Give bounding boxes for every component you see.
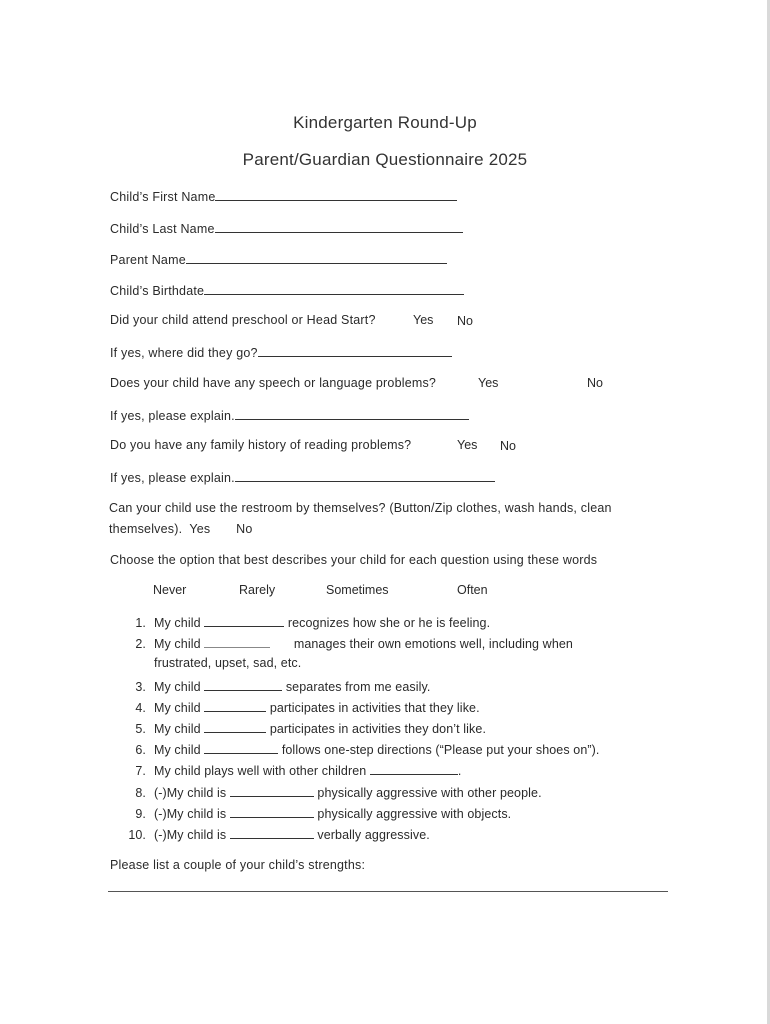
item-number: 7.: [135, 764, 146, 778]
option-rarely: Rarely: [239, 583, 276, 597]
preschool-yes-option[interactable]: Yes: [413, 313, 434, 327]
item-suffix: verbally aggressive.: [317, 828, 430, 842]
item-number: 8.: [135, 786, 146, 800]
speech-yes-option[interactable]: Yes: [478, 376, 499, 390]
choose-instruction: Choose the option that best describes your child for each question using these words: [110, 553, 598, 567]
item-number: 10.: [128, 828, 146, 842]
item-prefix: My child: [154, 616, 201, 630]
birthdate-field[interactable]: [204, 282, 464, 295]
reading-explain-field[interactable]: [235, 469, 495, 482]
restroom-question-block: [109, 498, 669, 540]
reading-explain-row: [110, 469, 495, 485]
item-suffix: manages their own emotions well, including when: [293, 637, 573, 651]
reading-explain-label: If yes, please explain.: [110, 471, 235, 485]
speech-no-option[interactable]: No: [587, 376, 603, 390]
list-item: [104, 720, 486, 736]
list-item: [104, 635, 573, 651]
last-name-field[interactable]: [215, 220, 463, 233]
item-prefix: My child: [154, 722, 201, 736]
item-answer-field[interactable]: [204, 614, 284, 627]
strengths-prompt: Please list a couple of your child’s strengths:: [110, 858, 366, 872]
item-number: 6.: [135, 743, 146, 757]
item-prefix: (-)My child is: [154, 828, 227, 842]
preschool-where-field[interactable]: [258, 344, 452, 357]
list-item: [104, 678, 431, 694]
item-prefix: My child: [154, 701, 201, 715]
page-title: Kindergarten Round-Up: [293, 113, 477, 132]
item-number: 4.: [135, 701, 146, 715]
item-answer-field[interactable]: [204, 720, 266, 733]
reading-yes-option[interactable]: Yes: [457, 438, 478, 452]
item-prefix: My child: [154, 743, 201, 757]
item-answer-field[interactable]: [204, 699, 266, 712]
parent-name-field[interactable]: [186, 251, 447, 264]
item-answer-field[interactable]: [230, 826, 314, 839]
item-number: 2.: [135, 637, 146, 651]
list-item: [104, 762, 461, 778]
item-number: 9.: [135, 807, 146, 821]
item-prefix: (-)My child is: [154, 807, 227, 821]
speech-explain-label: If yes, please explain.: [110, 409, 235, 423]
item-suffix: physically aggressive with other people.: [317, 786, 542, 800]
item-suffix: frustrated, upset, sad, etc.: [154, 656, 302, 670]
item-prefix: My child: [154, 637, 201, 651]
item-prefix: My child: [154, 680, 201, 694]
item-suffix: participates in activities that they like.: [269, 701, 480, 715]
list-item: [104, 784, 542, 800]
preschool-no-option[interactable]: No: [457, 314, 473, 328]
option-never: Never: [153, 583, 187, 597]
list-item: [104, 699, 480, 715]
speech-question: Does your child have any speech or language problems?: [110, 376, 437, 390]
item-answer-field[interactable]: [230, 805, 314, 818]
item-prefix: (-)My child is: [154, 786, 227, 800]
first-name-field[interactable]: [215, 188, 457, 201]
preschool-where-label: If yes, where did they go?: [110, 346, 258, 360]
reading-no-option[interactable]: No: [500, 439, 516, 453]
last-name-label: Child’s Last Name: [110, 222, 215, 236]
list-item-continuation: [104, 656, 301, 670]
parent-name-row: [110, 251, 447, 267]
first-name-row: [110, 188, 457, 204]
item-answer-field[interactable]: [230, 784, 314, 797]
restroom-yes-option[interactable]: Yes: [189, 522, 211, 536]
option-often: Often: [457, 583, 488, 597]
item-answer-field[interactable]: [204, 741, 278, 754]
item-number: 5.: [135, 722, 146, 736]
restroom-no-option[interactable]: No: [236, 522, 253, 536]
list-item: [104, 614, 490, 630]
item-number: 1.: [135, 616, 146, 630]
item-answer-field[interactable]: [370, 762, 458, 775]
item-suffix: follows one-step directions (“Please put your shoes on”).: [281, 743, 600, 757]
item-suffix: participates in activities they don’t like.: [269, 722, 487, 736]
preschool-question: Did your child attend preschool or Head Start?: [110, 313, 376, 327]
speech-explain-field[interactable]: [235, 407, 469, 420]
item-prefix: My child plays well with other children: [154, 764, 367, 778]
item-number: 3.: [135, 680, 146, 694]
speech-explain-row: [110, 407, 469, 423]
birthdate-label: Child’s Birthdate: [110, 284, 205, 298]
reading-question: Do you have any family history of reading problems?: [110, 438, 412, 452]
preschool-where-row: [110, 344, 452, 360]
list-item: [104, 741, 599, 757]
item-suffix: .: [457, 764, 462, 778]
item-answer-field[interactable]: [204, 635, 270, 648]
first-name-label: Child’s First Name: [110, 190, 216, 204]
parent-name-label: Parent Name: [110, 253, 186, 267]
strengths-answer-line[interactable]: [108, 891, 668, 892]
item-suffix: recognizes how she or he is feeling.: [287, 616, 491, 630]
list-item: [104, 826, 430, 842]
item-suffix: physically aggressive with objects.: [317, 807, 512, 821]
item-suffix: separates from me easily.: [285, 680, 431, 694]
page-subtitle: Parent/Guardian Questionnaire 2025: [242, 150, 528, 169]
item-answer-field[interactable]: [204, 678, 282, 691]
restroom-question: Can your child use the restroom by themselves? (Button/Zip clothes, wash hands, clean themselves).: [109, 501, 612, 536]
birthdate-row: [110, 282, 464, 298]
option-sometimes: Sometimes: [326, 583, 389, 597]
last-name-row: [110, 220, 463, 236]
list-item: [104, 805, 511, 821]
